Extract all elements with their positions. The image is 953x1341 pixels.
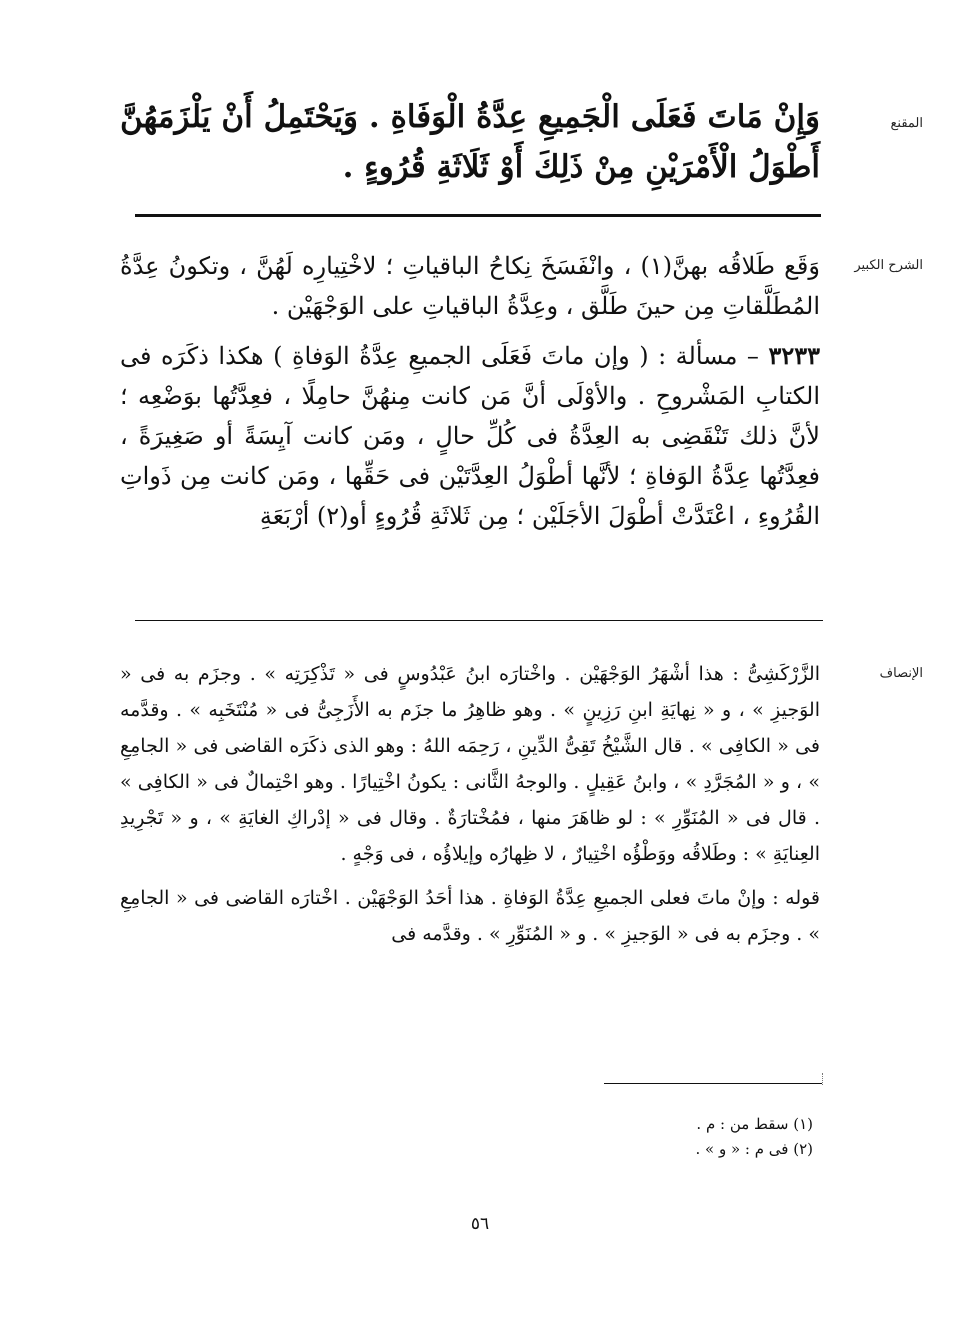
sharh-paragraph-1: وَقَع طَلاقُه بهنَّ(١) ، وانْفَسَخَ نِكاحُ الباقياتِ ؛ لاخْتِيارِه لَهُنَّ ، وتكونُ عِدَّةُ المُطَلَّقاتِ مِن حينَ طَلَّق ، وعِدَّةُ الباقياتِ على الوَجْهَيْن .: [120, 252, 820, 320]
thick-divider: [135, 214, 821, 217]
sharh-paragraph-2: [120, 336, 820, 536]
margin-mark: [822, 1073, 823, 1085]
footnotes: [513, 1112, 813, 1162]
insaf-section: [120, 656, 820, 952]
issue-number: ٣٢٣٣: [768, 341, 820, 370]
label-muqni: المقنع: [890, 116, 923, 131]
footnote-1: (١) سقط من : م .: [696, 1115, 813, 1133]
insaf-paragraph-1: الزَّرْكَشِىُّ : هذا أشْهَرُ الوَجْهَيْن . واخْتارَه ابنُ عَبْدُوسٍ فى « تَذْكِرَتِه » . وجزَم به فى « الوَجيزِ » ، و « نِهايَةِ ابنِ رَزِينٍ » . وهو ظاهِرُ ما جزَم به الأَزَجِىُّ فى « مُنْتَخَبِه » . وقدَّمه فى « الكافِى » . قال الشَّيْخُ تَقِىُّ الدِّينِ ، رَحِمَه اللهُ : وهو الذى ذكَرَه القاضى فى « الجامِعِ » ، و « المُجَرَّدِ » ، وابنُ عَقِيلٍ . والوجهُ الثَّانى : يكونُ اخْتِيارًا . وهو احْتِمالٌ فى « الكافِى » . قال فى « المُنَوِّرِ » : لو ظاهَرَ منها ، فمُخْتارَةٌ . وقال فى « إدْراكِ الغايَةِ » ، و « تَجْرِيدِ العِنايَةِ » : وطَلاقُه ووَطْؤُه اخْتِيارٌ ، لا ظِهارُه وإيلاؤُه ، فى وَجْهٍ .: [120, 663, 820, 865]
insaf-paragraph-2: قوله : وإنْ ماتَ فعلى الجميعِ عِدَّةُ الوَفاةِ . هذا أحَدُ الوَجْهَيْن . اخْتارَه القاضى فى « الجامِعِ » . وجزَم به فى « الوَجيزِ » . و « المُنَوِّرِ » . وقدَّمه فى: [120, 887, 820, 945]
thin-divider: [135, 620, 823, 621]
footnote-2: (٢) فى م : « و » .: [695, 1140, 813, 1158]
label-insaf: الإنصاف: [879, 666, 923, 681]
footnote-divider: [604, 1083, 822, 1084]
page-number: ٥٦: [470, 1214, 490, 1234]
muqni-text: وَإِنْ مَاتَ فَعَلَى الْجَمِيعِ عِدَّةُ الْوَفَاةِ . وَيَحْتَمِلُ أَنْ يَلْزَمَهُنَّ أَطْوَلُ الْأَمْرَيْنِ مِنْ ذَلِكَ أَوْ ثَلَاثَةِ قُرُوءٍ .: [120, 99, 820, 185]
muqni-section: [120, 92, 820, 192]
label-sharh: الشرح الكبير: [854, 258, 923, 273]
sharh-paragraph-2-text: – مسألة : ( وإن ماتَ فَعَلَى الجميعِ عِدَّةُ الوَفاةِ ) هكذا ذكَرَه فى الكتابِ المَشْروحِ . والأوْلَى أنَّ مَن كانت مِنهُنَّ حامِلًا ، فعِدَّتُها بوَضْعِه ؛ لأنَّ ذلك تَنْقَضِى به العِدَّةُ فى كُلِّ حالٍ ، ومَن كانت آيِسَةً أو صَغِيرَةً ، فعِدَّتُها عِدَّةُ الوَفاةِ ؛ لأنَّها أطْوَلُ العِدَّتَيْن فى حَقِّها ، ومَن كانت مِن ذَواتِ القُرُوءِ ، اعْتَدَّتْ أطْوَلَ الأجَلَيْن ؛ مِن ثَلاثَةِ قُرُوءٍ أو(٢) أرْبَعَةِ: [120, 342, 820, 530]
sharh-section: [120, 246, 820, 536]
